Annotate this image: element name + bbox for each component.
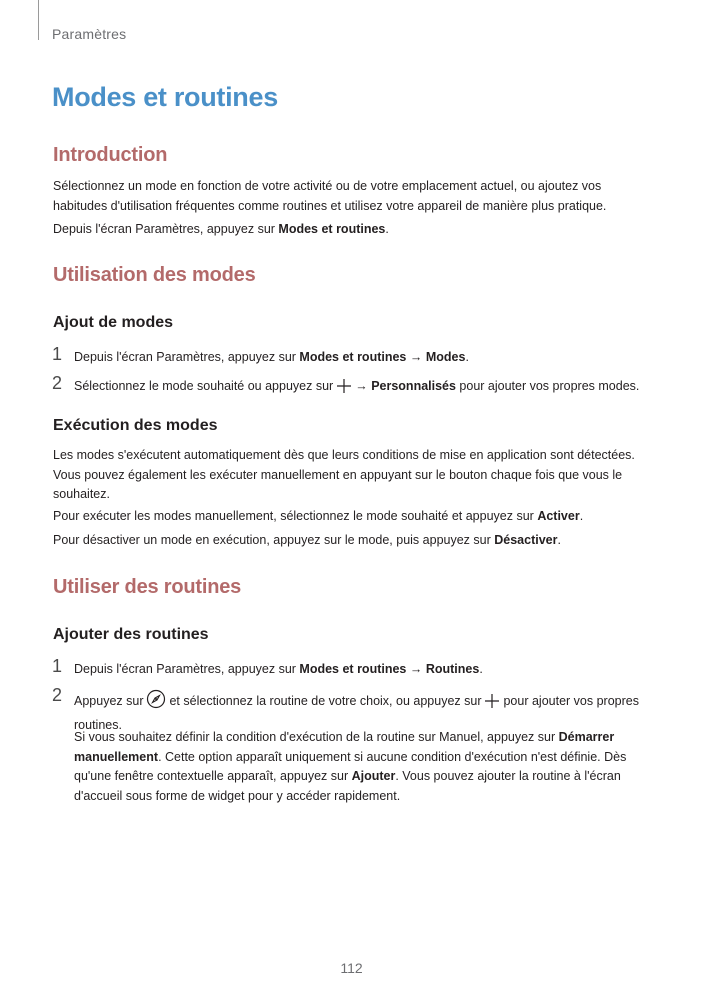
run-modes-heading: Exécution des modes: [53, 417, 218, 434]
note-bold: Ajouter: [351, 769, 396, 783]
running-header: Paramètres: [52, 26, 127, 42]
modes-heading: Utilisation des modes: [53, 264, 256, 286]
intro-instruction: [53, 220, 653, 240]
instruction-bold: Désactiver: [494, 533, 558, 547]
step-number: 2: [52, 685, 63, 705]
instruction-bold: Activer: [537, 509, 580, 523]
arrow: →: [406, 662, 426, 676]
instruction-end: .: [579, 509, 584, 523]
step-text: Depuis l'écran Paramètres, appuyez sur: [74, 662, 300, 676]
step-text: Appuyez sur: [74, 694, 144, 708]
intro-instruction-text: Depuis l'écran Paramètres, appuyez sur: [53, 222, 279, 236]
note-text-end: . Vous pouvez ajouter la routine à l'écran d'accueil sous forme de widget pour y accéder rapidement.: [74, 769, 621, 803]
step-text-end: pour ajouter vos propres routines.: [74, 694, 639, 732]
note-bold: Démarrer manuellement: [74, 730, 615, 764]
step-text-end: pour ajouter vos propres modes.: [455, 379, 640, 393]
deactivate-instruction: [53, 531, 653, 551]
introduction-heading: Introduction: [53, 144, 168, 166]
instruction-end: .: [557, 533, 561, 547]
activate-instruction: [53, 507, 653, 527]
arrow: →: [355, 379, 372, 393]
compass-icon: [146, 689, 166, 716]
instruction-text: Pour exécuter les modes manuellement, sélectionnez le mode souhaité et appuyez sur: [53, 509, 538, 523]
step-bold: Modes et routines: [299, 662, 407, 676]
arrow: →: [406, 350, 426, 364]
intro-instruction-end: .: [385, 222, 389, 236]
step-text: Sélectionnez le mode souhaité ou appuyez sur: [74, 379, 334, 393]
routines-heading: Utiliser des routines: [53, 576, 242, 598]
intro-paragraph: Sélectionnez un mode en fonction de votre activité ou de votre emplacement actuel, ou ajoutez vos habitudes d'utilisation fréquentes comme routines et utilisez votre appareil de manière plus pratique.: [53, 179, 607, 213]
step-bold: Modes et routines: [299, 350, 407, 364]
page-title: Modes et routines: [52, 82, 278, 112]
intro-instruction-bold: Modes et routines: [278, 222, 386, 236]
step-number: 1: [52, 656, 63, 676]
step-text-end: .: [465, 350, 469, 364]
note-text: . Cette option apparaît uniquement si aucune condition d'exécution n'est définie. Dès qu'une fenêtre contextuelle apparaît, appuyez sur: [74, 749, 627, 783]
run-modes-paragraph: Les modes s'exécutent automatiquement dès que leurs conditions de mise en application sont détectées. Vous pouvez également les exécuter manuellement en appuyant sur le bouton chaque fois que vous le souhaitez.: [53, 448, 635, 501]
plus-icon: [336, 378, 352, 401]
note-text: Si vous souhaitez définir la condition d'exécution de la routine sur Manuel, appuyez sur: [74, 730, 559, 744]
step-text: et sélectionnez la routine de votre choix, ou appuyez sur: [169, 694, 482, 708]
modes-step-1: [74, 348, 654, 368]
manual-start-note: [74, 728, 654, 806]
step-bold: Modes: [425, 350, 466, 364]
page-number: 112: [340, 960, 363, 976]
modes-step-2: [74, 377, 654, 401]
step-number: 1: [52, 344, 63, 364]
step-number: 2: [52, 373, 63, 393]
step-bold: Routines: [425, 662, 480, 676]
instruction-text: Pour désactiver un mode en exécution, appuyez sur le mode, puis appuyez sur: [53, 533, 495, 547]
add-routines-heading: Ajouter des routines: [53, 626, 209, 643]
plus-icon: [484, 693, 500, 716]
header-rule: [38, 0, 39, 40]
add-modes-heading: Ajout de modes: [53, 314, 174, 331]
step-text-end: .: [479, 662, 483, 676]
step-bold: Personnalisés: [371, 379, 456, 393]
routines-step-1: [74, 660, 654, 680]
step-text: Depuis l'écran Paramètres, appuyez sur: [74, 350, 300, 364]
